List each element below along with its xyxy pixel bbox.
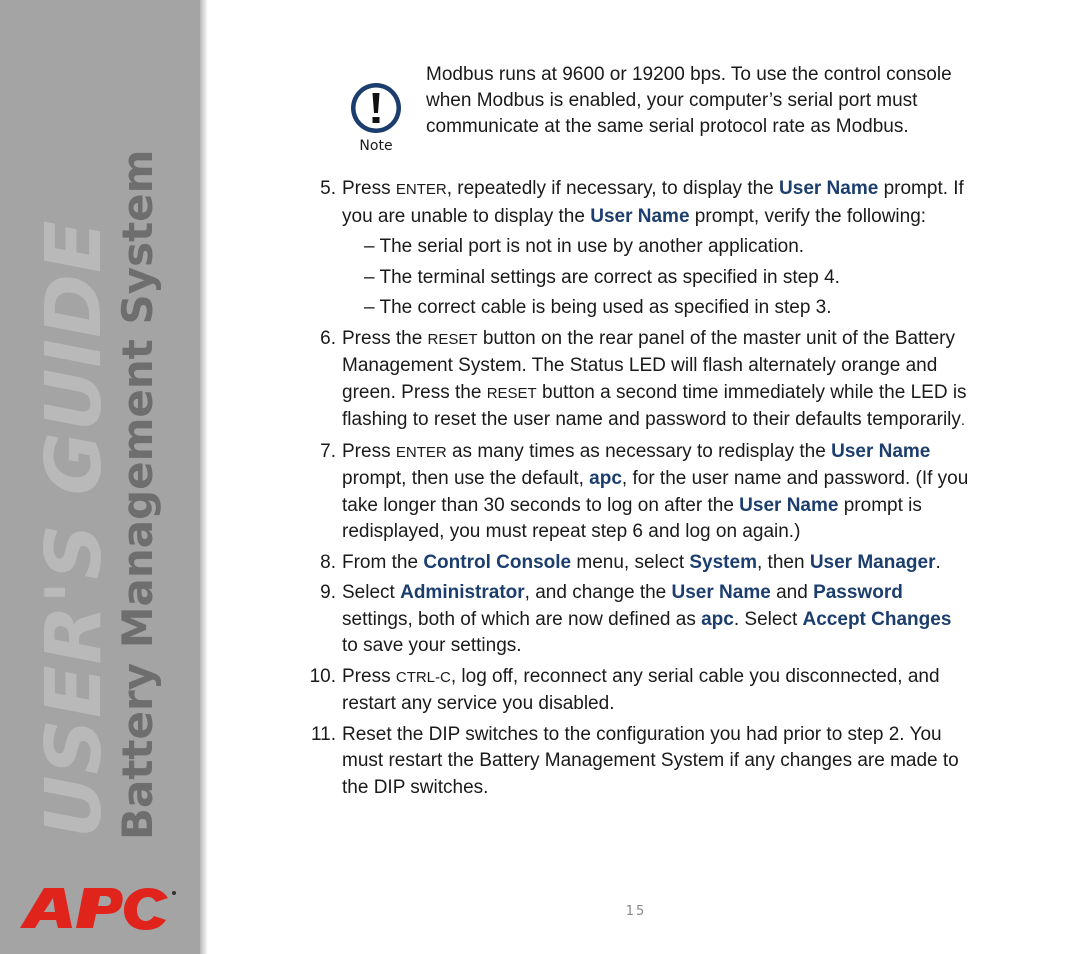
ui-term: Password	[813, 582, 903, 603]
list-item	[300, 326, 972, 435]
step-text: Select	[342, 582, 401, 603]
guide-title: USER'S GUIDE	[30, 219, 119, 838]
step-text: , then	[756, 551, 810, 573]
ui-term: User Manager	[809, 551, 936, 573]
step-number: 8.	[320, 551, 336, 573]
step-text: , repeatedly if necessary, to display the	[446, 178, 780, 199]
ui-term: apc	[589, 468, 622, 489]
sub-item: – The terminal settings are correct as specified in step 4.	[364, 266, 840, 288]
step-text: Reset the DIP switches to the configuration you had prior to step 2. You must restart the Battery Management System if any changes are made to the DIP switches.	[342, 723, 959, 798]
step-text: , and change the	[524, 582, 672, 603]
step-text: Press the	[342, 327, 428, 349]
ui-term: User Name	[831, 440, 931, 462]
list-item	[300, 176, 972, 322]
step-text: prompt is redisplayed, you must repeat step 6 and log on again.)	[342, 494, 922, 542]
key-name: RESET	[486, 384, 537, 402]
list-item	[300, 550, 972, 577]
step-text: . Select	[733, 608, 803, 630]
ui-term: User Name	[779, 178, 879, 199]
note-icon-label: Note	[359, 138, 393, 154]
step-text: , for the user name and password. (If you take longer than 30 seconds to log on after the	[342, 468, 969, 516]
list-item	[300, 664, 972, 718]
note-icon	[346, 80, 406, 154]
step-text: button on the rear panel of the master unit of the Battery Management System. The Status LED will flash alternately orange and green. Press the	[342, 327, 955, 403]
list-item	[300, 439, 972, 546]
step-text: .	[935, 551, 941, 573]
ui-term: Control Console	[423, 551, 572, 573]
step-text: Press	[342, 665, 396, 687]
step-number: 11.	[310, 723, 336, 745]
step-text: to save your settings.	[342, 635, 522, 656]
step-number: 10.	[309, 665, 336, 687]
ui-term: User Name	[671, 582, 771, 603]
step-text: .	[960, 412, 966, 429]
step-text: Press	[342, 178, 396, 199]
key-name: ENTER	[395, 443, 447, 461]
steps-list	[300, 176, 972, 805]
ui-term: Accept Changes	[802, 608, 952, 630]
step-text: menu, select	[571, 551, 690, 573]
list-item	[300, 580, 972, 660]
sub-item: – The serial port is not in use by another application.	[364, 236, 805, 257]
step-number: 6.	[320, 327, 336, 349]
step-text: prompt. If you are unable to display the	[342, 178, 964, 227]
sidebar-edge	[200, 0, 208, 954]
ui-term: System	[689, 551, 757, 573]
step-text: and	[770, 582, 814, 603]
ui-term: User Name	[739, 494, 839, 516]
key-name: CTRL-C	[395, 668, 451, 686]
step-text: prompt, then use the default,	[342, 468, 590, 489]
step-number: 5.	[320, 178, 336, 199]
note-text: Modbus runs at 9600 or 19200 bps. To use the control console when Modbus is enabled, your computer’s serial port must communicate at the same serial protocol rate as Modbus.	[426, 64, 952, 137]
key-name: RESET	[427, 330, 478, 348]
page-number: 15	[625, 904, 647, 919]
key-name: ENTER	[395, 181, 447, 198]
step-number: 9.	[320, 582, 336, 603]
step-text: From the	[342, 551, 424, 573]
ui-term: Administrator	[400, 582, 525, 603]
step-text: as many times as necessary to redisplay the	[446, 440, 832, 462]
step-text: , log off, reconnect any serial cable you disconnected, and restart any service you disabled.	[342, 665, 940, 714]
apc-logo	[18, 884, 178, 932]
step-text: prompt, verify the following:	[689, 205, 927, 227]
ui-term: apc	[701, 608, 734, 630]
step-text: settings, both of which are now defined as	[342, 608, 702, 630]
ui-term: User Name	[590, 205, 690, 227]
sub-item: – The correct cable is being used as specified in step 3.	[364, 297, 832, 318]
step-number: 7.	[320, 440, 336, 462]
step-text: Press	[342, 440, 396, 462]
list-item	[300, 722, 972, 802]
step-text: button a second time immediately while the LED is flashing to reset the user name and password to their defaults temporarily	[342, 381, 967, 430]
product-name: Battery Management System	[113, 149, 162, 840]
